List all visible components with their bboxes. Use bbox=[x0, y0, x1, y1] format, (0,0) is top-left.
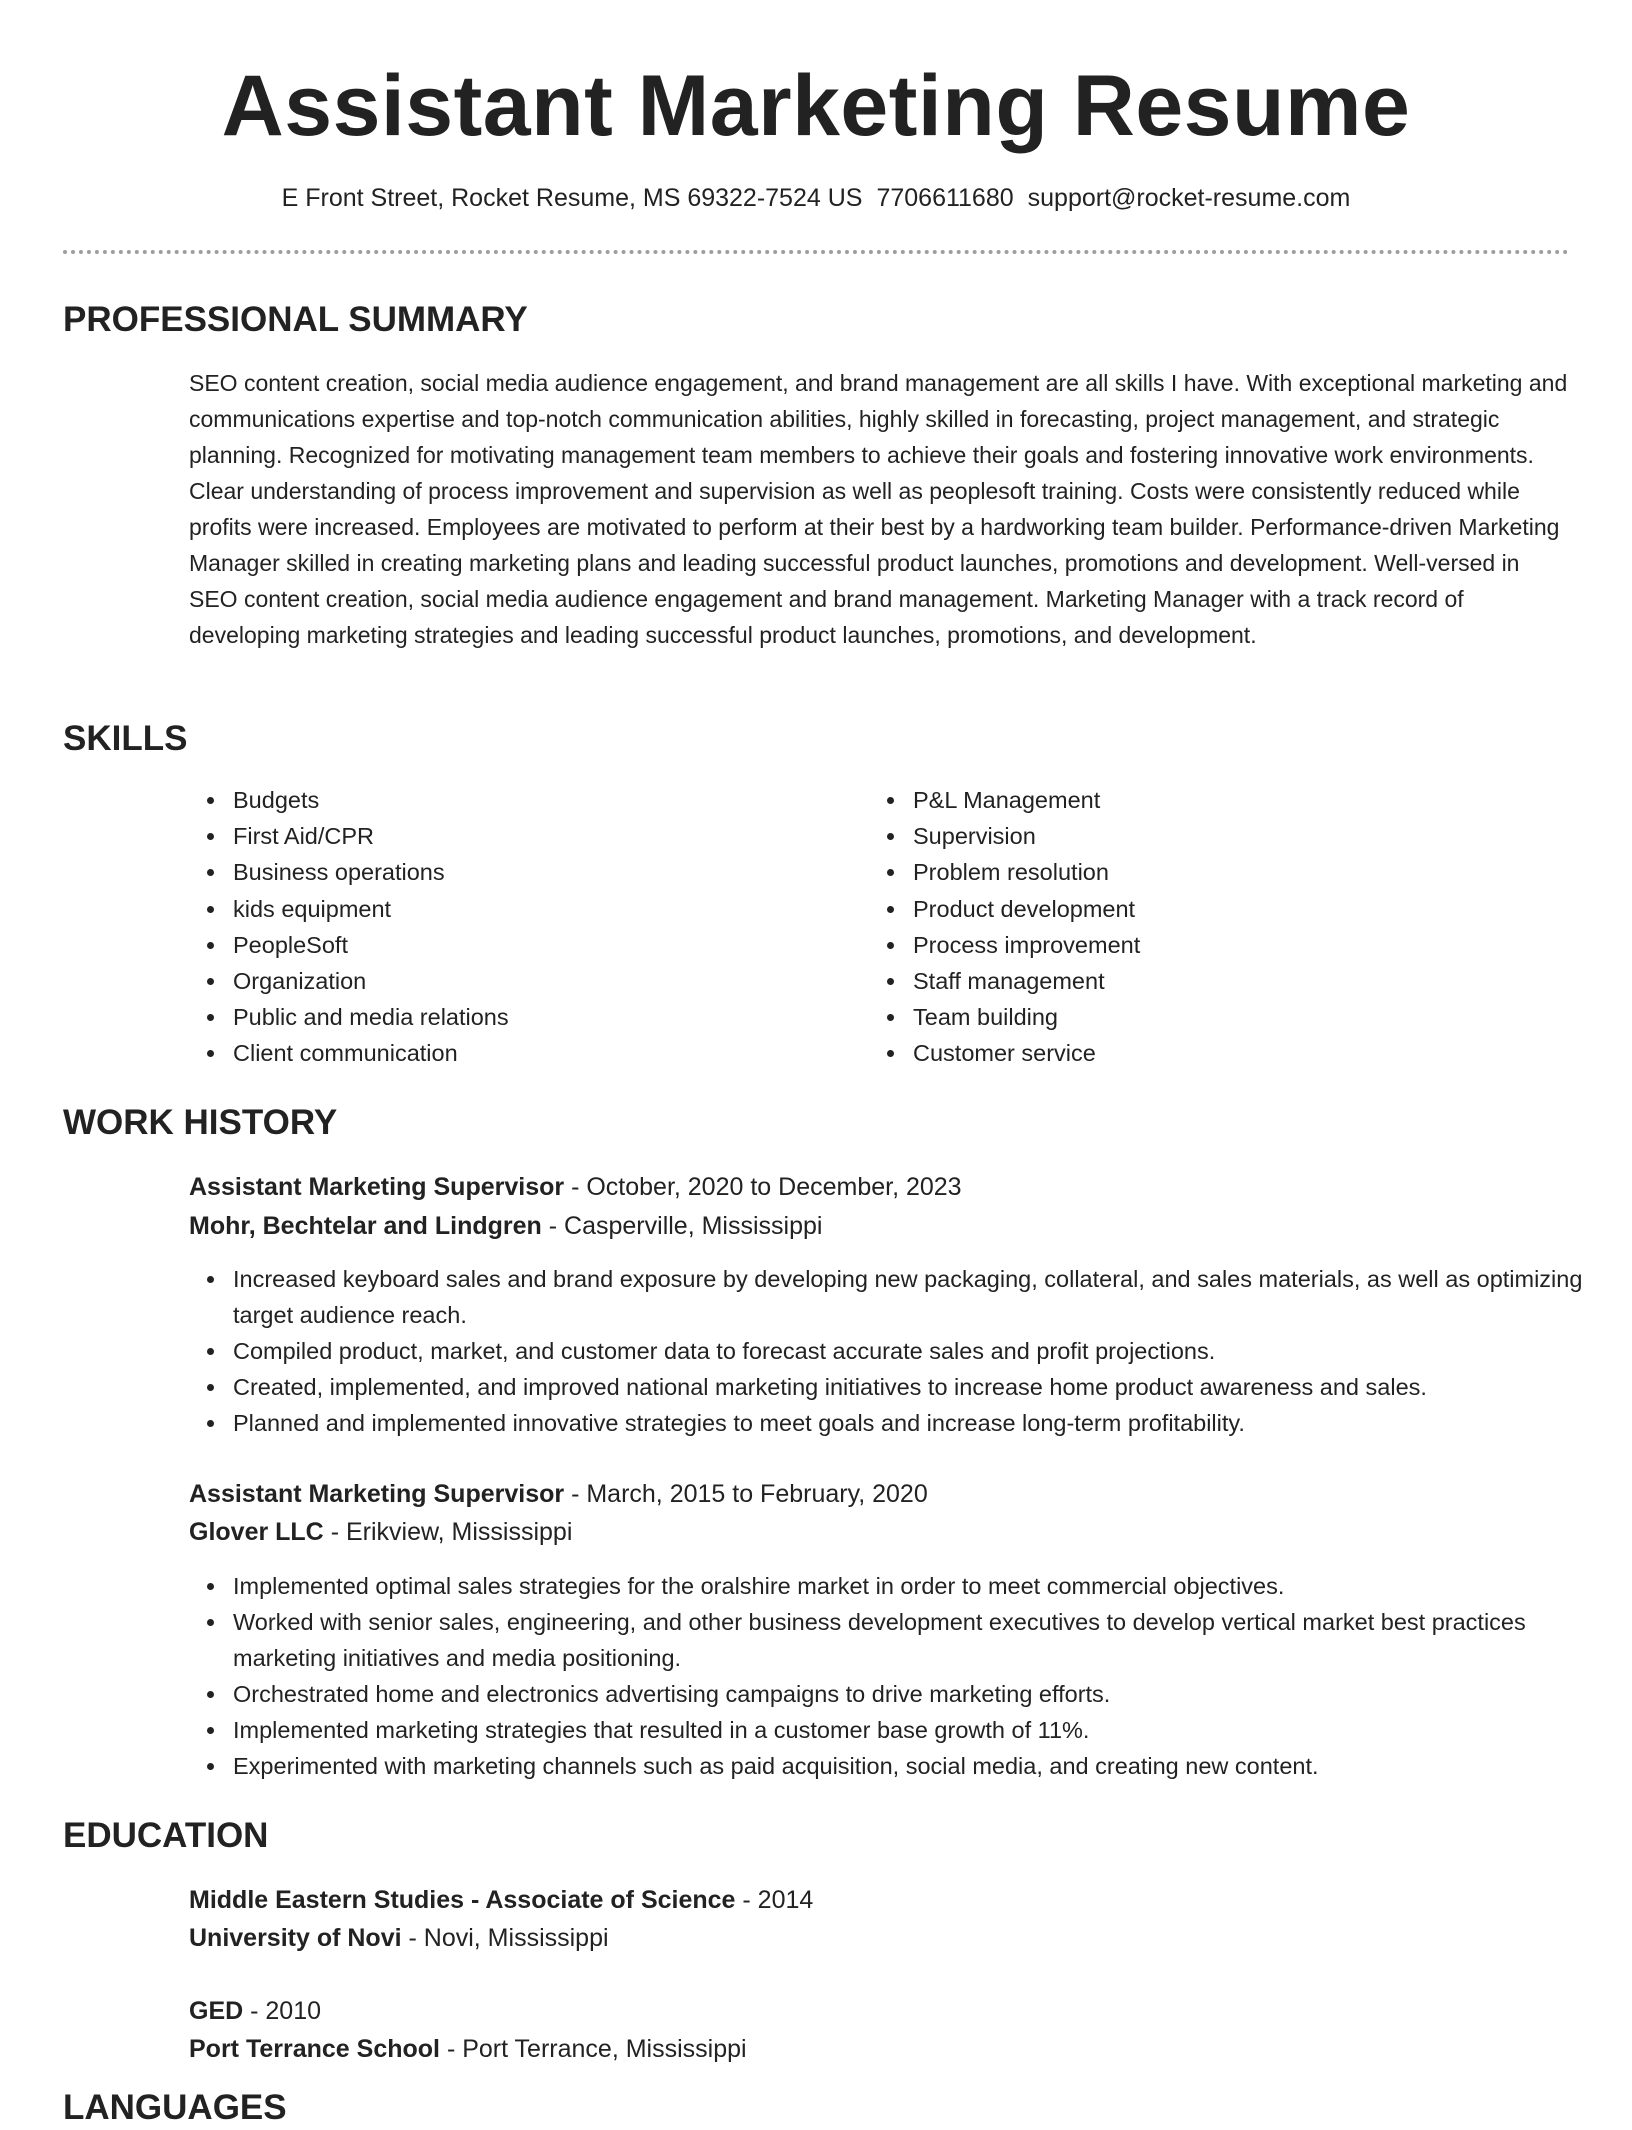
job-company-line bbox=[189, 1514, 1569, 1550]
education-school: University of Novi bbox=[189, 1924, 402, 1952]
job-bullet: Implemented optimal sales strategies for the oralshire market in order to meet commercial objectives. bbox=[233, 1568, 1583, 1604]
job-title-line bbox=[189, 1169, 1569, 1205]
job-company-line bbox=[189, 1208, 1569, 1244]
job-bullet: Worked with senior sales, engineering, and other business development executives to develop vertical market best practices marketing initiatives and media positioning. bbox=[233, 1604, 1583, 1676]
skill-item: Problem resolution bbox=[913, 854, 1533, 890]
education-location: - Novi, Mississippi bbox=[401, 1924, 609, 1952]
job-bullet: Experimented with marketing channels such as paid acquisition, social media, and creating new content. bbox=[233, 1748, 1583, 1784]
job-location: - Erikview, Mississippi bbox=[323, 1518, 573, 1546]
job-dates: - March, 2015 to February, 2020 bbox=[564, 1480, 928, 1508]
education-degree-line bbox=[189, 1993, 1569, 2029]
job-bullet: Implemented marketing strategies that resulted in a customer base growth of 11%. bbox=[233, 1712, 1583, 1748]
job-location: - Casperville, Mississippi bbox=[541, 1212, 823, 1240]
skill-item: Process improvement bbox=[913, 927, 1533, 963]
skills-list-left bbox=[189, 782, 853, 1072]
contact-address: E Front Street, Rocket Resume, MS 69322-7524 US bbox=[281, 184, 863, 212]
job-dates: - October, 2020 to December, 2023 bbox=[564, 1173, 962, 1201]
education-location: - Port Terrance, Mississippi bbox=[440, 2035, 747, 2063]
job-bullets bbox=[189, 1568, 1583, 1784]
job-title-line bbox=[189, 1476, 1569, 1512]
contact-phone: 7706611680 bbox=[876, 184, 1014, 212]
skill-item: P&L Management bbox=[913, 782, 1533, 818]
education-year: - 2014 bbox=[735, 1886, 814, 1914]
contact-email: support@rocket-resume.com bbox=[1027, 184, 1351, 212]
skill-item: Organization bbox=[233, 963, 853, 999]
job-bullet: Compiled product, market, and customer data to forecast accurate sales and profit projections. bbox=[233, 1333, 1583, 1369]
job-company: Glover LLC bbox=[189, 1518, 324, 1546]
job-bullet: Orchestrated home and electronics advertising campaigns to drive marketing efforts. bbox=[233, 1676, 1583, 1712]
education-degree: Middle Eastern Studies - Associate of Science bbox=[189, 1886, 736, 1914]
skill-item: Customer service bbox=[913, 1035, 1533, 1071]
education-heading: EDUCATION bbox=[63, 1816, 269, 1855]
education-school-line bbox=[189, 2031, 1569, 2067]
languages-heading: LANGUAGES bbox=[63, 2088, 287, 2127]
education-degree: GED bbox=[189, 1997, 244, 2025]
skill-item: Client communication bbox=[233, 1035, 853, 1071]
work-history-heading: WORK HISTORY bbox=[63, 1103, 338, 1142]
education-school: Port Terrance School bbox=[189, 2035, 440, 2063]
skills-list-right bbox=[869, 782, 1533, 1072]
skill-item: Team building bbox=[913, 999, 1533, 1035]
skill-item: Public and media relations bbox=[233, 999, 853, 1035]
skills-heading: SKILLS bbox=[63, 719, 188, 758]
job-title: Assistant Marketing Supervisor bbox=[189, 1173, 565, 1201]
education-year: - 2010 bbox=[243, 1997, 322, 2025]
contact-info bbox=[0, 180, 1632, 216]
page-title: Assistant Marketing Resume bbox=[221, 58, 1411, 154]
skill-item: Supervision bbox=[913, 818, 1533, 854]
skill-item: Budgets bbox=[233, 782, 853, 818]
skill-item: kids equipment bbox=[233, 891, 853, 927]
skill-item: Business operations bbox=[233, 854, 853, 890]
job-bullets bbox=[189, 1261, 1583, 1441]
job-bullet: Planned and implemented innovative strategies to meet goals and increase long-term profitability. bbox=[233, 1405, 1583, 1441]
education-school-line bbox=[189, 1920, 1569, 1956]
skill-item: Staff management bbox=[913, 963, 1533, 999]
education-degree-line bbox=[189, 1882, 1569, 1918]
header-divider bbox=[63, 250, 1569, 254]
summary-heading: PROFESSIONAL SUMMARY bbox=[63, 300, 528, 339]
summary-text: SEO content creation, social media audience engagement, and brand management are all skills I have. With exceptional marketing and communications expertise and top-notch communication abilities, highly skilled in forecasting, project management, and strategic planning. Recognized for motivating management team members to achieve their goals and fostering innovative work environments. Clear understanding of process improvement and supervision as well as peoplesoft training. Costs were consistently reduced while profits were increased. Employees are motivated to perform at their best by a hardworking team builder. Performance-driven Marketing Manager skilled in creating marketing plans and leading successful product launches, promotions and development. Well-versed in SEO content creation, social media audience engagement and brand management. Marketing Manager with a track record of developing marketing strategies and leading successful product launches, promotions, and development. bbox=[189, 370, 1568, 648]
job-title: Assistant Marketing Supervisor bbox=[189, 1480, 565, 1508]
job-company: Mohr, Bechtelar and Lindgren bbox=[189, 1212, 542, 1240]
skill-item: Product development bbox=[913, 891, 1533, 927]
skill-item: First Aid/CPR bbox=[233, 818, 853, 854]
job-bullet: Created, implemented, and improved national marketing initiatives to increase home product awareness and sales. bbox=[233, 1369, 1583, 1405]
job-bullet: Increased keyboard sales and brand exposure by developing new packaging, collateral, and sales materials, as well as optimizing target audience reach. bbox=[233, 1261, 1583, 1333]
skill-item: PeopleSoft bbox=[233, 927, 853, 963]
